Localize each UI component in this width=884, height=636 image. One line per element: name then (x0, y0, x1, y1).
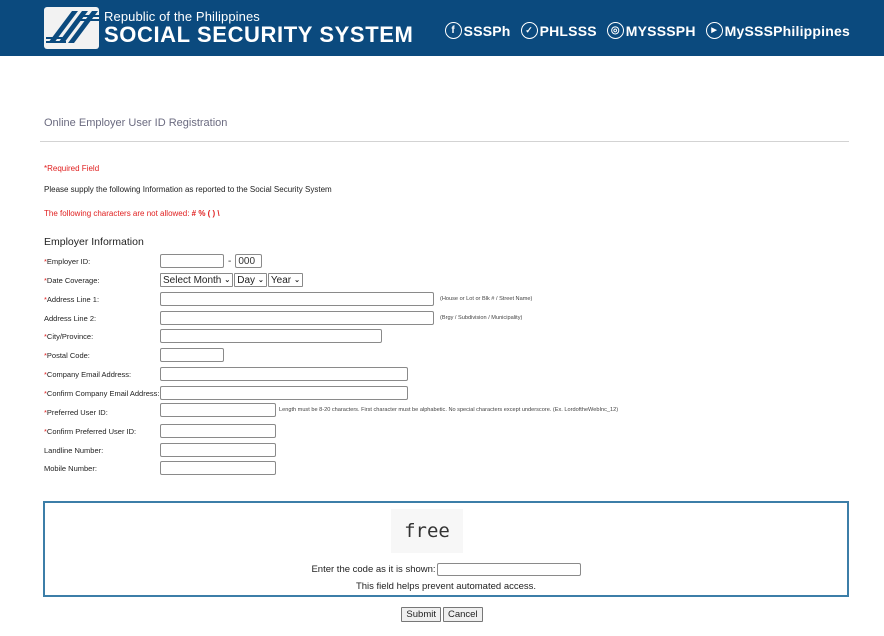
twitter-icon: ✓ (521, 22, 538, 39)
postal-code-label: *Postal Code: (44, 350, 90, 360)
cancel-button[interactable]: Cancel (443, 607, 483, 622)
social-facebook-link[interactable] (445, 22, 511, 39)
day-select[interactable]: Day ⌄ (234, 273, 267, 287)
section-title: Employer Information (44, 236, 144, 248)
brand-subtitle: Republic of the Philippines (104, 9, 260, 24)
address-line-2-label: Address Line 2: (44, 313, 97, 323)
confirm-company-email-row (44, 385, 408, 401)
captcha-image: free (391, 509, 463, 553)
address-line-1-label: *Address Line 1: (44, 294, 100, 304)
employer-id-separator: - (228, 255, 232, 267)
chevron-down-icon: ⌄ (294, 277, 301, 284)
address-line-2-hint: (Brgy / Subdivision / Municipality) (440, 315, 523, 321)
year-select[interactable]: Year ⌄ (268, 273, 303, 287)
employer-id-label: *Employer ID: (44, 256, 91, 266)
preferred-user-id-input[interactable] (160, 403, 276, 417)
confirm-user-id-row (44, 423, 276, 439)
confirm-user-id-label: *Confirm Preferred User ID: (44, 426, 137, 436)
landline-input[interactable] (160, 443, 276, 457)
postal-code-input[interactable] (160, 348, 224, 362)
employer-id-input[interactable] (160, 254, 224, 268)
brand-title: SOCIAL SECURITY SYSTEM (104, 22, 414, 47)
company-email-row (44, 366, 408, 382)
disallowed-characters: # % ( ) \ (191, 209, 220, 218)
required-field-note: *Required Field (44, 164, 100, 173)
mobile-row (44, 460, 276, 476)
postal-code-row (44, 347, 224, 363)
address-line-1-input[interactable] (160, 292, 434, 306)
youtube-icon: ▶ (706, 22, 723, 39)
company-email-label: *Company Email Address: (44, 369, 132, 379)
date-coverage-row (44, 272, 304, 288)
confirm-user-id-input[interactable] (160, 424, 276, 438)
chevron-down-icon: ⌄ (224, 277, 231, 284)
confirm-company-email-label: *Confirm Company Email Address: (44, 388, 160, 398)
preferred-user-id-label: *Preferred User ID: (44, 407, 108, 417)
mobile-label: Mobile Number: (44, 463, 97, 473)
sss-logo-icon[interactable] (44, 7, 99, 49)
address-line-2-row (44, 310, 522, 326)
divider (40, 141, 849, 142)
captcha-prompt: Enter the code as it is shown: (311, 564, 436, 575)
social-label: MYSSSPH (625, 22, 696, 39)
social-instagram-link[interactable] (607, 22, 696, 39)
page-title: Online Employer User ID Registration (44, 117, 228, 129)
date-coverage-label: *Date Coverage: (44, 275, 100, 285)
social-links (445, 22, 850, 39)
landline-row (44, 442, 276, 458)
city-province-row (44, 328, 382, 344)
disallowed-characters-note: The following characters are not allowed: # % ( ) \ (44, 209, 220, 218)
confirm-company-email-input[interactable] (160, 386, 408, 400)
captcha-input[interactable] (437, 563, 581, 576)
captcha-box (43, 501, 849, 597)
preferred-user-id-row (44, 402, 618, 418)
mobile-input[interactable] (160, 461, 276, 475)
supply-instructions: Please supply the following Information as reported to the Social Security System (44, 185, 332, 194)
address-line-1-hint: (House or Lot or Blk # / Street Name) (440, 296, 533, 302)
landline-label: Landline Number: (44, 445, 104, 455)
captcha-note: This field helps prevent automated access. (355, 581, 537, 592)
employer-id-suffix-input[interactable] (235, 254, 262, 268)
social-label: SSSPh (463, 22, 511, 39)
social-label: PHLSSS (539, 22, 597, 39)
month-select[interactable]: Select Month ⌄ (160, 273, 233, 287)
social-twitter-link[interactable] (521, 22, 597, 39)
facebook-icon: f (445, 22, 462, 39)
social-youtube-link[interactable] (706, 22, 850, 39)
address-line-2-input[interactable] (160, 311, 434, 325)
instagram-icon: ◎ (607, 22, 624, 39)
address-line-1-row (44, 291, 532, 307)
chevron-down-icon: ⌄ (258, 277, 264, 284)
site-header (0, 0, 884, 56)
captcha-entry-row (45, 563, 847, 576)
submit-button[interactable]: Submit (401, 607, 441, 622)
social-label: MySSSPhilippines (724, 22, 850, 39)
city-province-label: *City/Province: (44, 331, 94, 341)
preferred-user-id-hint: Length must be 8-20 characters. First character must be alphabetic. No special characters except underscore. (Ex. LordoftheWebInc_12) (279, 407, 619, 413)
company-email-input[interactable] (160, 367, 408, 381)
city-province-input[interactable] (160, 329, 382, 343)
employer-id-row (44, 253, 262, 269)
form-actions (0, 607, 884, 622)
